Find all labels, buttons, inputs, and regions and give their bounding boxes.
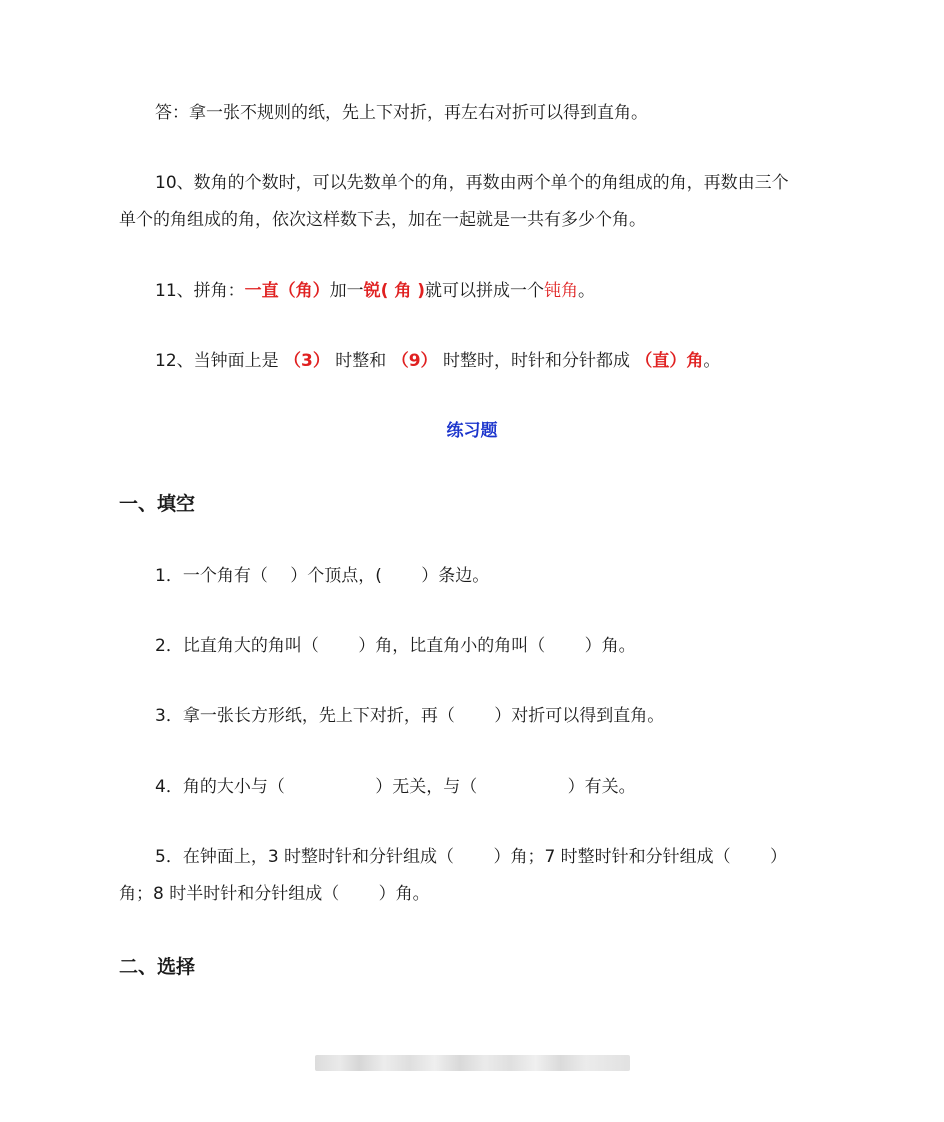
question-5-line2: 角；8 时半时针和分针组成（ ）角。: [119, 884, 430, 904]
question-4: 4．角的大小与（ ）无关，与（ ）有关。: [155, 777, 636, 797]
item-12-right-angle: （直）角: [635, 351, 704, 371]
question-1: 1．一个角有（ ）个顶点，( ）条边。: [155, 566, 490, 586]
answer-9-text: 答：拿一张不规则的纸，先上下对折，再左右对折可以得到直角。: [155, 103, 648, 123]
item-12-mid2: 时整时，时针和分针都成: [437, 351, 636, 371]
section-1-heading: 一、填空: [119, 493, 196, 515]
item-12-hour-9: （9）: [391, 351, 438, 371]
item-11-obtuse-angle: 钝角: [544, 281, 579, 301]
item-11-plus: 加一: [329, 281, 364, 301]
item-11: [155, 279, 595, 303]
blurred-footer-watermark: [315, 1055, 630, 1071]
section-2-heading: 二、选择: [119, 956, 196, 978]
item-11-straight-angle: 一直（角）: [244, 281, 330, 301]
item-12-prefix: 12、当钟面上是: [155, 351, 285, 371]
item-10-line2: 单个的角组成的角，依次这样数下去，加在一起就是一共有多少个角。: [119, 210, 646, 230]
question-3: 3．拿一张长方形纸，先上下对折，再（ ）对折可以得到直角。: [155, 706, 665, 726]
item-11-result-text: 就可以拼成一个: [425, 281, 545, 301]
item-11-acute-angle: 锐( 角 ): [363, 281, 426, 301]
item-11-prefix: 11、拼角：: [155, 281, 245, 301]
item-11-period: 。: [578, 281, 596, 301]
item-12-hour-3: （3）: [284, 351, 330, 371]
question-5-line1: 5．在钟面上，3 时整时针和分针组成（ ）角；7 时整时针和分针组成（ ）: [155, 847, 788, 867]
item-12-period: 。: [703, 351, 721, 371]
question-2: 2．比直角大的角叫（ ）角，比直角小的角叫（ ）角。: [155, 636, 636, 656]
item-12: [155, 349, 720, 373]
item-10-line1: 10、数角的个数时，可以先数单个的角，再数由两个单个的角组成的角，再数由三个: [155, 173, 789, 193]
item-12-mid1: 时整和: [329, 351, 392, 371]
practice-title: 练习题: [446, 421, 498, 441]
